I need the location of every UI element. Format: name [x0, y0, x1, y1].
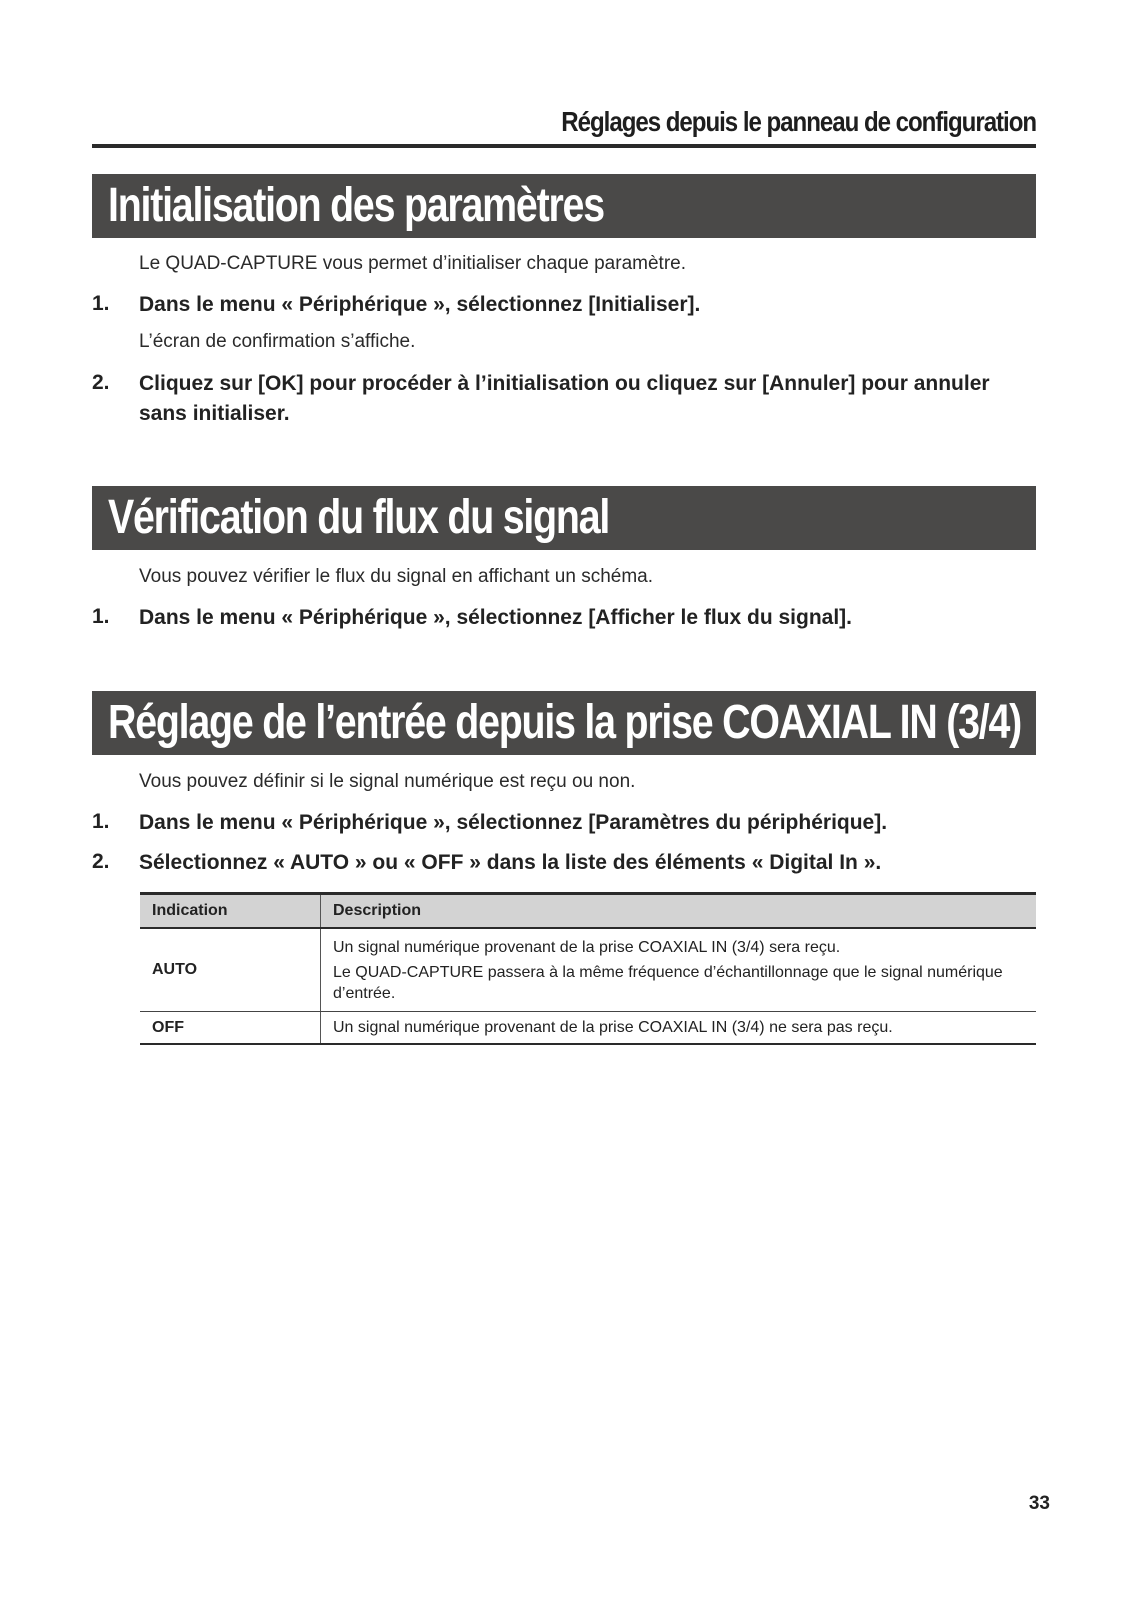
step-number: 1.: [92, 605, 110, 628]
step-text: Dans le menu « Périphérique », sélectionnez [Initialiser].: [139, 293, 701, 316]
section-intro: Vous pouvez vérifier le flux du signal en affichant un schéma.: [139, 566, 654, 587]
running-header-title: Réglages depuis le panneau de configuration: [561, 106, 1036, 137]
step-number: 1.: [92, 292, 110, 315]
section-banner-initialisation: [92, 174, 1036, 238]
section-banner-signal-flow: [92, 486, 1036, 550]
step-text: Dans le menu « Périphérique », sélectionnez [Paramètres du périphérique].: [139, 811, 888, 834]
step-number: 2.: [92, 371, 110, 394]
table-row: [140, 928, 1036, 1012]
column-header-indication: Indication: [140, 894, 321, 929]
page-number: 33: [1028, 1493, 1050, 1514]
description-cell: [321, 928, 1037, 1012]
step-note: L’écran de confirmation s’affiche.: [139, 331, 416, 352]
section-intro: Vous pouvez définir si le signal numérique est reçu ou non.: [139, 771, 636, 792]
header-rule: [92, 144, 1036, 148]
section-title: Réglage de l’entrée depuis la prise COAXIAL IN (3/4): [108, 696, 1022, 749]
column-header-description: Description: [321, 894, 1037, 929]
description-cell: [321, 1012, 1037, 1045]
indication-cell: AUTO: [140, 928, 321, 1012]
section-title: Vérification du flux du signal: [108, 491, 610, 544]
step-text: Dans le menu « Périphérique », sélectionnez [Afficher le flux du signal].: [139, 606, 853, 629]
step-number: 1.: [92, 810, 110, 833]
section-title: Initialisation des paramètres: [108, 179, 604, 232]
section-banner-coaxial-input: [92, 691, 1036, 755]
step-number: 2.: [92, 850, 110, 873]
digital-in-table: [140, 892, 1036, 1045]
step-text: Cliquez sur [OK] pour procéder à l’initialisation ou cliquez sur [Annuler] pour annuler sans initialiser.: [139, 372, 990, 425]
section-intro: Le QUAD-CAPTURE vous permet d’initialiser chaque paramètre.: [139, 253, 686, 274]
table-header-row: [140, 894, 1036, 929]
indication-cell: OFF: [140, 1012, 321, 1045]
table-row: [140, 1012, 1036, 1045]
description-line: Le QUAD-CAPTURE passera à la même fréquence d’échantillonnage que le signal numérique d’entrée.: [333, 963, 1003, 1002]
description-line: Un signal numérique provenant de la prise COAXIAL IN (3/4) ne sera pas reçu.: [333, 1019, 893, 1036]
step-text: Sélectionnez « AUTO » ou « OFF » dans la liste des éléments « Digital In ».: [139, 851, 882, 874]
description-line: Un signal numérique provenant de la prise COAXIAL IN (3/4) sera reçu.: [333, 938, 841, 956]
